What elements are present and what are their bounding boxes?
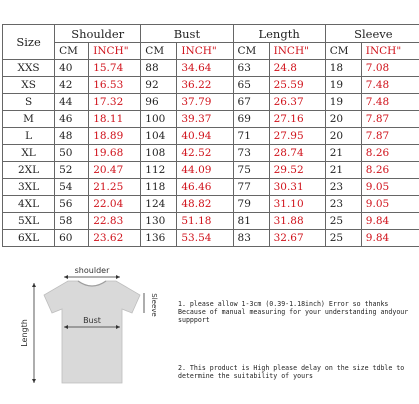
- table-row: [3, 179, 419, 196]
- unit-cm: CM: [325, 43, 361, 60]
- shoulder-cm-cell: 50: [55, 145, 89, 162]
- sleeve-cm-cell: 21: [325, 162, 361, 179]
- bust-in-cell: 40.94: [177, 128, 233, 145]
- length-header: Length: [233, 25, 325, 43]
- sleeve-in-cell: 9.05: [361, 179, 419, 196]
- shoulder-in-cell: 20.47: [89, 162, 141, 179]
- bust-cm-cell: 88: [141, 60, 177, 77]
- size-cell: XS: [3, 77, 55, 94]
- sleeve-in-cell: 9.84: [361, 230, 419, 247]
- shoulder-in-cell: 22.04: [89, 196, 141, 213]
- shoulder-in-cell: 21.25: [89, 179, 141, 196]
- bust-cm-cell: 118: [141, 179, 177, 196]
- sleeve-in-cell: 7.48: [361, 94, 419, 111]
- sleeve-header: Sleeve: [325, 25, 419, 43]
- shoulder-cm-cell: 44: [55, 94, 89, 111]
- length-in-cell: 26.37: [269, 94, 325, 111]
- bust-cm-cell: 104: [141, 128, 177, 145]
- table-row: [3, 230, 419, 247]
- table-row: [3, 128, 419, 145]
- bust-in-cell: 53.54: [177, 230, 233, 247]
- bust-in-cell: 44.09: [177, 162, 233, 179]
- shoulder-in-cell: 23.62: [89, 230, 141, 247]
- note-1: 1. please allow 1-3cm (0.39-1.18inch) Error so thanks Because of manual measuring for your understanding andyour suppport: [178, 300, 409, 324]
- length-cm-cell: 65: [233, 77, 269, 94]
- note-2: 2. This product is High please delay on the size tdble to determine the suitability of yours: [178, 364, 405, 380]
- unit-inch: INCH": [177, 43, 233, 60]
- bust-label: Bust: [83, 316, 101, 325]
- bust-in-cell: 34.64: [177, 60, 233, 77]
- shoulder-cm-cell: 40: [55, 60, 89, 77]
- table-row: [3, 213, 419, 230]
- length-in-cell: 32.67: [269, 230, 325, 247]
- size-cell: XXS: [3, 60, 55, 77]
- unit-inch: INCH": [269, 43, 325, 60]
- shoulder-cm-cell: 42: [55, 77, 89, 94]
- sleeve-cm-cell: 20: [325, 111, 361, 128]
- shoulder-cm-cell: 56: [55, 196, 89, 213]
- shoulder-in-cell: 18.11: [89, 111, 141, 128]
- shoulder-cm-cell: 52: [55, 162, 89, 179]
- sleeve-in-cell: 8.26: [361, 145, 419, 162]
- table-row: [3, 94, 419, 111]
- sleeve-in-cell: 9.05: [361, 196, 419, 213]
- length-cm-cell: 77: [233, 179, 269, 196]
- bust-in-cell: 36.22: [177, 77, 233, 94]
- size-cell: S: [3, 94, 55, 111]
- sleeve-cm-cell: 20: [325, 128, 361, 145]
- size-cell: 4XL: [3, 196, 55, 213]
- sleeve-cm-cell: 23: [325, 196, 361, 213]
- bust-cm-cell: 130: [141, 213, 177, 230]
- shoulder-cm-cell: 58: [55, 213, 89, 230]
- sleeve-cm-cell: 25: [325, 230, 361, 247]
- shoulder-in-cell: 17.32: [89, 94, 141, 111]
- unit-inch: INCH": [361, 43, 419, 60]
- length-cm-cell: 73: [233, 145, 269, 162]
- sleeve-label: Sleeve: [150, 293, 158, 317]
- table-row: [3, 162, 419, 179]
- sleeve-cm-cell: 25: [325, 213, 361, 230]
- length-in-cell: 30.31: [269, 179, 325, 196]
- shoulder-in-cell: 22.83: [89, 213, 141, 230]
- shoulder-in-cell: 18.89: [89, 128, 141, 145]
- unit-cm: CM: [141, 43, 177, 60]
- size-cell: 6XL: [3, 230, 55, 247]
- size-cell: M: [3, 111, 55, 128]
- bust-in-cell: 37.79: [177, 94, 233, 111]
- length-cm-cell: 69: [233, 111, 269, 128]
- length-cm-cell: 71: [233, 128, 269, 145]
- sleeve-cm-cell: 21: [325, 145, 361, 162]
- sleeve-cm-cell: 19: [325, 94, 361, 111]
- unit-cm: CM: [233, 43, 269, 60]
- bust-cm-cell: 108: [141, 145, 177, 162]
- table-row: [3, 77, 419, 94]
- sleeve-in-cell: 8.26: [361, 162, 419, 179]
- shoulder-in-cell: 19.68: [89, 145, 141, 162]
- size-cell: 5XL: [3, 213, 55, 230]
- shoulder-cm-cell: 48: [55, 128, 89, 145]
- group-header-row: [3, 25, 419, 43]
- table-row: [3, 60, 419, 77]
- bust-in-cell: 51.18: [177, 213, 233, 230]
- sleeve-cm-cell: 23: [325, 179, 361, 196]
- size-cell: 3XL: [3, 179, 55, 196]
- bust-cm-cell: 96: [141, 94, 177, 111]
- shoulder-in-cell: 15.74: [89, 60, 141, 77]
- bust-in-cell: 42.52: [177, 145, 233, 162]
- bust-in-cell: 39.37: [177, 111, 233, 128]
- length-in-cell: 31.88: [269, 213, 325, 230]
- bust-cm-cell: 100: [141, 111, 177, 128]
- shoulder-cm-cell: 46: [55, 111, 89, 128]
- size-cell: 2XL: [3, 162, 55, 179]
- bust-in-cell: 46.46: [177, 179, 233, 196]
- length-label: Length: [20, 319, 29, 347]
- length-in-cell: 27.16: [269, 111, 325, 128]
- sleeve-in-cell: 9.84: [361, 213, 419, 230]
- bust-header: Bust: [141, 25, 233, 43]
- length-in-cell: 27.95: [269, 128, 325, 145]
- length-cm-cell: 79: [233, 196, 269, 213]
- size-chart-table: [2, 24, 419, 247]
- unit-header-row: [3, 43, 419, 60]
- length-cm-cell: 63: [233, 60, 269, 77]
- sleeve-in-cell: 7.08: [361, 60, 419, 77]
- table-row: [3, 196, 419, 213]
- bust-cm-cell: 112: [141, 162, 177, 179]
- sleeve-cm-cell: 18: [325, 60, 361, 77]
- bust-cm-cell: 136: [141, 230, 177, 247]
- shoulder-cm-cell: 60: [55, 230, 89, 247]
- table-row: [3, 145, 419, 162]
- sleeve-cm-cell: 19: [325, 77, 361, 94]
- tshirt-diagram: [12, 265, 160, 397]
- length-in-cell: 28.74: [269, 145, 325, 162]
- size-cell: XL: [3, 145, 55, 162]
- bust-cm-cell: 92: [141, 77, 177, 94]
- shoulder-header: Shoulder: [55, 25, 141, 43]
- bust-in-cell: 48.82: [177, 196, 233, 213]
- table-row: [3, 111, 419, 128]
- length-in-cell: 25.59: [269, 77, 325, 94]
- notes-block: [178, 300, 418, 380]
- size-header: Size: [3, 25, 55, 60]
- sleeve-in-cell: 7.87: [361, 111, 419, 128]
- shoulder-in-cell: 16.53: [89, 77, 141, 94]
- size-cell: L: [3, 128, 55, 145]
- bust-cm-cell: 124: [141, 196, 177, 213]
- length-cm-cell: 67: [233, 94, 269, 111]
- length-cm-cell: 75: [233, 162, 269, 179]
- length-in-cell: 29.52: [269, 162, 325, 179]
- sleeve-in-cell: 7.48: [361, 77, 419, 94]
- length-cm-cell: 81: [233, 213, 269, 230]
- length-in-cell: 31.10: [269, 196, 325, 213]
- unit-inch: INCH": [89, 43, 141, 60]
- shoulder-label: shoulder: [74, 266, 110, 275]
- length-in-cell: 24.8: [269, 60, 325, 77]
- tshirt-icon: [12, 265, 160, 397]
- sleeve-in-cell: 7.87: [361, 128, 419, 145]
- unit-cm: CM: [55, 43, 89, 60]
- length-cm-cell: 83: [233, 230, 269, 247]
- shoulder-cm-cell: 54: [55, 179, 89, 196]
